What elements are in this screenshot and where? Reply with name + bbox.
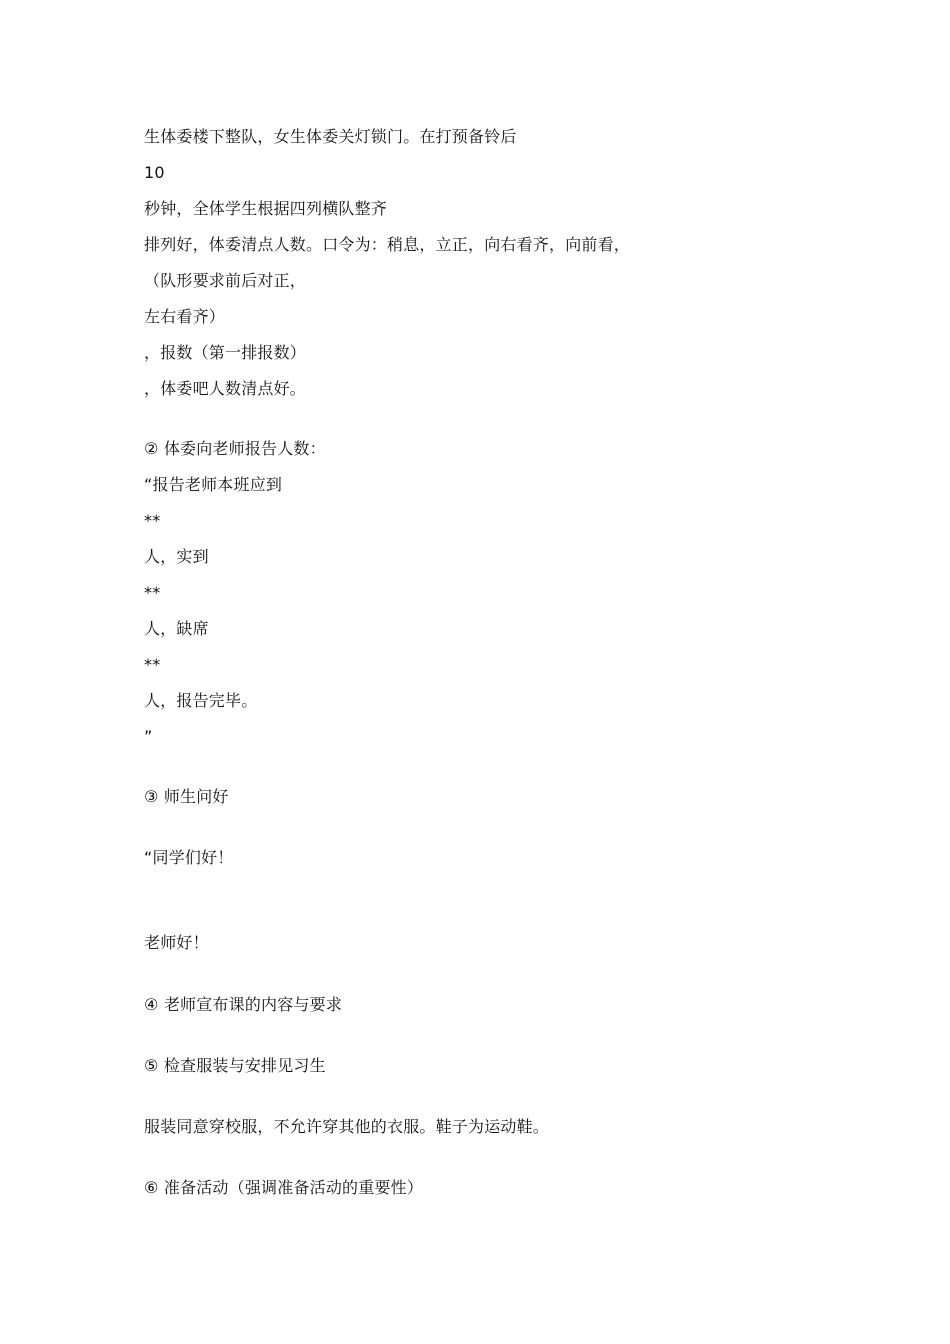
text-line: ** [144, 583, 161, 602]
text-line: 10 [144, 163, 165, 182]
text-line: ” [144, 727, 153, 746]
text-line: （队形要求前后对正， [144, 271, 307, 290]
section-heading: ⑥ 准备活动（强调准备活动的重要性） [144, 1178, 424, 1197]
text-line: 人，报告完毕。 [144, 691, 258, 710]
text-line: 老师好！ [144, 933, 209, 952]
text-line: 生体委楼下整队，女生体委关灯锁门。在打预备铃后 [144, 127, 517, 146]
section-heading: ③ 师生问好 [144, 787, 229, 806]
text-line: ，报数（第一排报数） [144, 343, 307, 362]
text-line: 排列好，体委清点人数。口令为：稍息，立正，向右看齐，向前看， [144, 235, 631, 254]
text-line: ，体委吧人数清点好。 [144, 379, 307, 398]
text-line: 秒钟，全体学生根据四列横队整齐 [144, 199, 388, 218]
text-line: 人，实到 [144, 547, 209, 566]
section-heading: ② 体委向老师报告人数： [144, 439, 326, 458]
text-line: “报告老师本班应到 [144, 475, 283, 494]
text-line: ** [144, 655, 161, 674]
section-heading: ④ 老师宣布课的内容与要求 [144, 995, 343, 1014]
section-heading: ⑤ 检查服装与安排见习生 [144, 1056, 326, 1075]
text-line: “同学们好！ [144, 848, 234, 867]
text-line: 服装同意穿校服，不允许穿其他的衣服。鞋子为运动鞋。 [144, 1117, 550, 1136]
text-line: 左右看齐） [144, 307, 226, 326]
text-line: ** [144, 511, 161, 530]
text-line: 人，缺席 [144, 619, 209, 638]
